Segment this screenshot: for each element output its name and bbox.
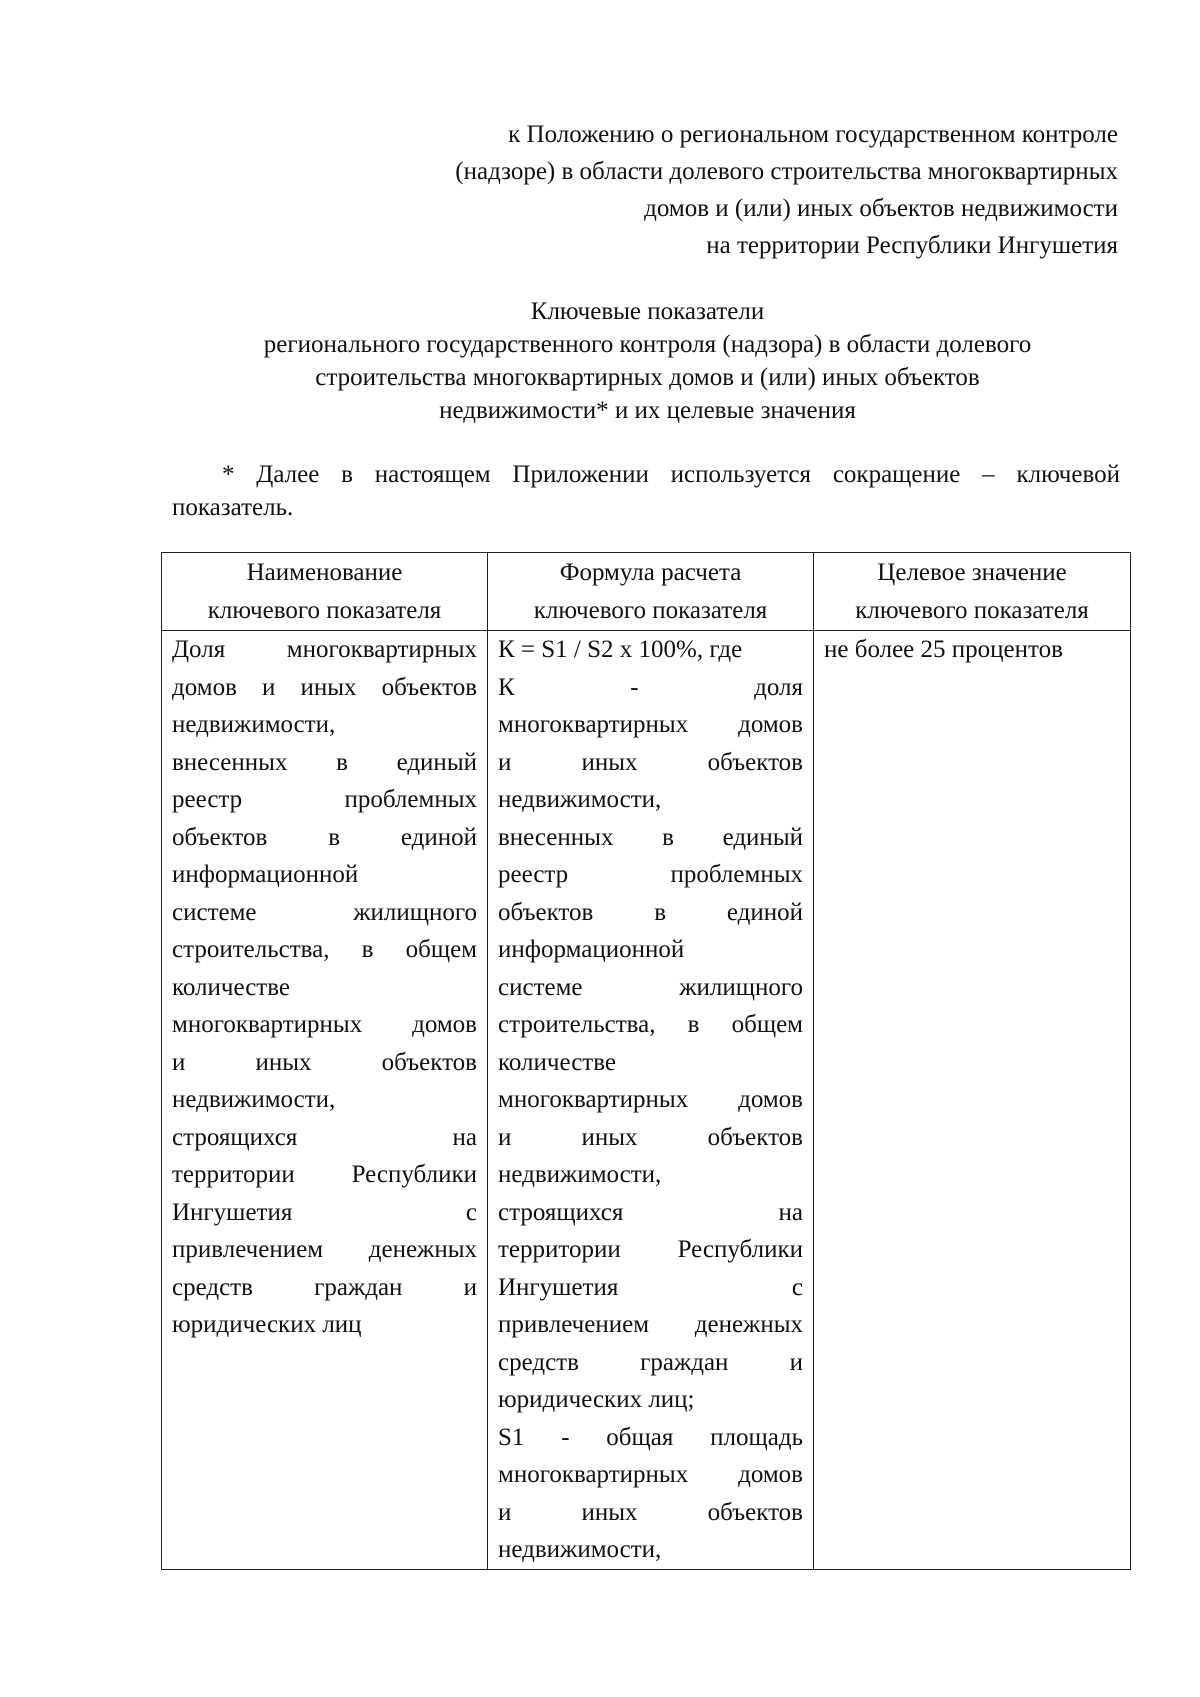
cell-text-line: строительства, в общем xyxy=(498,1011,803,1038)
cell-text-line: Ингушетия с xyxy=(172,1198,477,1226)
cell-text-line: недвижимости, xyxy=(498,1536,662,1563)
cell-text-line: юридических лиц xyxy=(172,1311,362,1338)
cell-text-line: системе жилищного xyxy=(498,973,803,1001)
title-line: регионального государственного контроля (надзора) в области долевого xyxy=(263,331,1032,358)
cell-text-line: привлечением денежных xyxy=(498,1311,803,1338)
header-cell-line: ключевого показателя xyxy=(533,596,768,624)
cell-text-line: внесенных в единый xyxy=(172,748,477,776)
cell-text-line: территории Республики xyxy=(172,1161,477,1188)
cell-text-line: и иных объектов xyxy=(498,1498,803,1526)
cell-text-line: и иных объектов xyxy=(498,1123,803,1151)
cell-text-line: юридических лиц; xyxy=(498,1386,695,1413)
cell-text-line: Ингушетия с xyxy=(498,1273,803,1301)
cell-text-line: системе жилищного xyxy=(172,898,477,926)
table-header-row xyxy=(162,553,1131,631)
header-cell-line: Формула расчета xyxy=(559,559,742,586)
target-value: не более 25 процентов xyxy=(824,636,1063,663)
cell-text-line: многоквартирных домов xyxy=(498,711,803,738)
cell-text-line: К - доля xyxy=(498,673,803,701)
indicator-target-cell xyxy=(814,631,1131,1570)
table-row xyxy=(162,631,1131,1570)
indicator-name-cell xyxy=(162,631,488,1570)
kpi-table xyxy=(161,552,1131,1570)
cell-text-line: средств граждан и xyxy=(498,1348,803,1376)
appendix-header xyxy=(455,116,1118,264)
cell-text-line: Доля многоквартирных xyxy=(172,636,477,663)
cell-text-line: объектов в единой xyxy=(498,898,803,926)
cell-text-line: строящихся на xyxy=(172,1123,477,1151)
footnote: * Далее в настоящем Приложении используется сокращение – ключевой показатель. xyxy=(172,461,1120,521)
header-line: (надзоре) в области долевого строительства многоквартирных xyxy=(455,158,1118,185)
header-cell-name xyxy=(162,553,488,631)
cell-text-line: реестр проблемных xyxy=(498,861,803,888)
cell-text-line: и иных объектов xyxy=(498,748,803,776)
cell-text-line: недвижимости, xyxy=(498,1161,662,1188)
header-cell-formula xyxy=(488,553,814,631)
title-line: недвижимости* и их целевые значения xyxy=(439,397,856,424)
cell-text-line: недвижимости, xyxy=(498,786,662,813)
cell-text-line: недвижимости, xyxy=(172,711,336,738)
cell-text-line: внесенных в единый xyxy=(498,823,803,851)
cell-text-line: строящихся на xyxy=(498,1198,803,1226)
header-cell-line: ключевого показателя xyxy=(855,596,1089,624)
cell-text-line: средств граждан и xyxy=(172,1273,477,1301)
cell-text-line: К = S1 / S2 x 100%, где xyxy=(498,636,743,663)
cell-text-line: информационной xyxy=(172,861,359,888)
title-line: Ключевые показатели xyxy=(530,298,765,325)
cell-text-line: и иных объектов xyxy=(172,1048,477,1076)
cell-text-line: недвижимости, xyxy=(172,1086,336,1113)
cell-text-line: многоквартирных домов xyxy=(498,1461,803,1488)
cell-text-line: многоквартирных домов xyxy=(172,1011,477,1038)
header-line: на территории Республики Ингушетия xyxy=(706,232,1118,259)
cell-text-line: количестве xyxy=(498,1048,616,1076)
header-cell-target xyxy=(814,553,1131,631)
header-cell-line: Наименование xyxy=(246,559,403,586)
header-cell-line: Целевое значение xyxy=(877,559,1067,586)
cell-text-line: строительства, в общем xyxy=(172,936,477,963)
header-cell-line: ключевого показателя xyxy=(207,596,442,624)
cell-text-line: домов и иных объектов xyxy=(172,673,477,701)
cell-text-line: S1 - общая площадь xyxy=(498,1423,803,1451)
header-line: к Положению о региональном государственном контроле xyxy=(508,121,1118,148)
document-title xyxy=(170,295,1125,427)
cell-text-line: привлечением денежных xyxy=(172,1236,477,1263)
header-line: домов и (или) иных объектов недвижимости xyxy=(644,195,1118,222)
cell-text-line: территории Республики xyxy=(498,1236,803,1263)
indicator-formula-cell xyxy=(488,631,814,1570)
cell-text-line: реестр проблемных xyxy=(172,786,477,813)
cell-text-line: объектов в единой xyxy=(172,823,477,851)
title-line: строительства многоквартирных домов и (или) иных объектов xyxy=(315,364,980,391)
cell-text-line: многоквартирных домов xyxy=(498,1086,803,1113)
cell-text-line: количестве xyxy=(172,973,290,1001)
cell-text-line: информационной xyxy=(498,936,685,963)
